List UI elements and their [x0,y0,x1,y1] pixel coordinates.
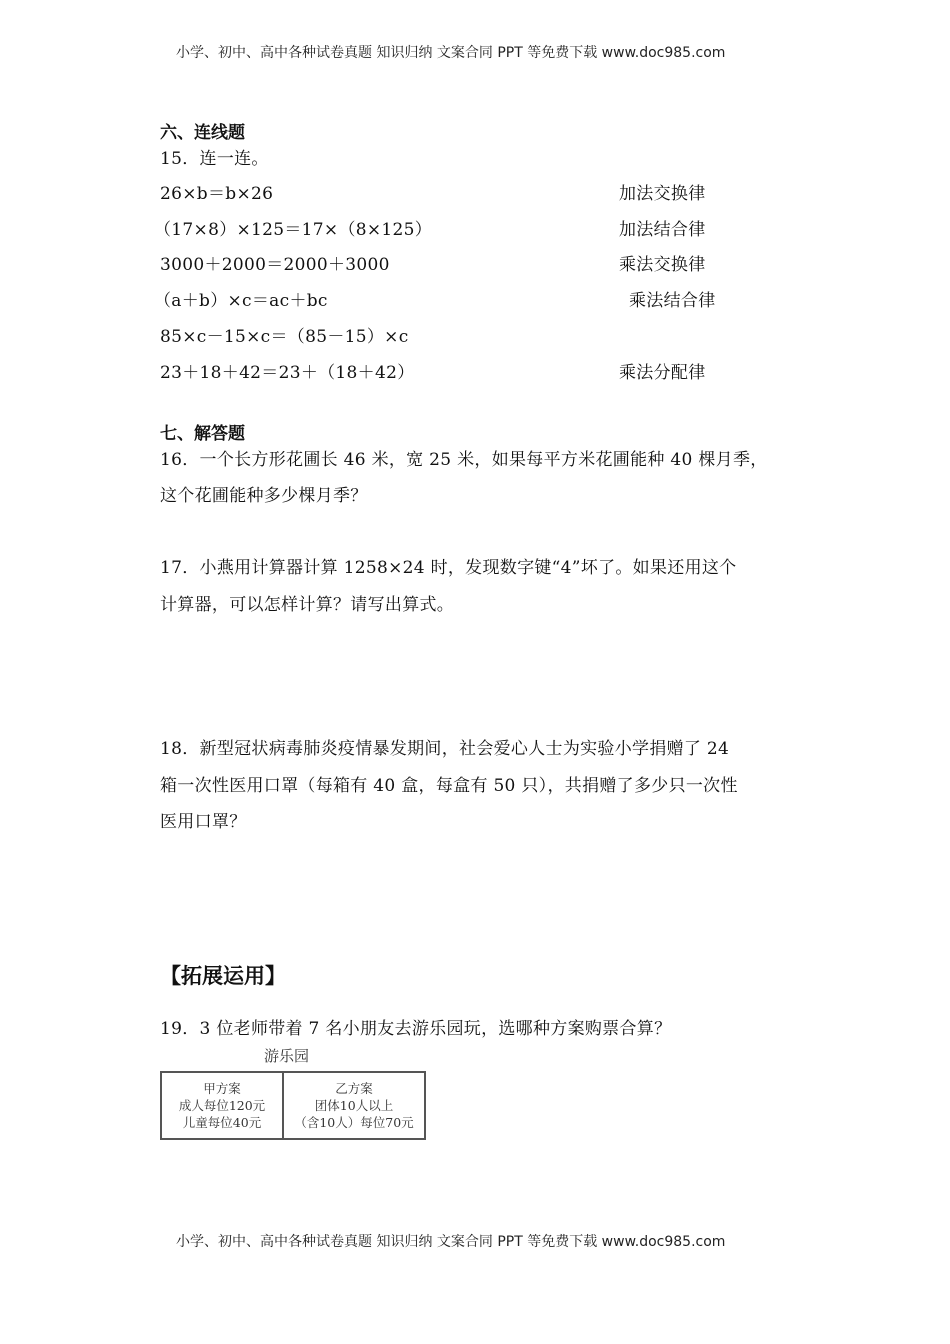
ticket-caption: 游乐园 [264,1047,310,1065]
plan-a-child: 儿童每位40元 [182,1115,262,1130]
plan-b-group: 团体10人以上 [314,1098,394,1113]
ticket-table [160,1071,426,1140]
question-16-line-1: 16．一个长方形花圃长 46 米，宽 25 米，如果每平方米花圃能种 40 棵月季， [160,450,768,470]
law-right-1: 加法交换律 [619,184,706,204]
equation-left-6: 23＋18＋42＝23＋（18＋42） [160,363,415,383]
section-title-solve: 七、解答题 [160,424,245,444]
law-right-3: 乘法交换律 [619,255,706,275]
equation-left-3: 3000＋2000＝2000＋3000 [160,255,390,275]
question-17-line-2: 计算器，可以怎样计算？请写出算式。 [160,595,455,615]
equation-left-1: 26×b＝b×26 [160,184,274,204]
question-18-line-1: 18．新型冠状病毒肺炎疫情暴发期间，社会爱心人士为实验小学捐赠了 24 [160,739,730,759]
question-19: 19．3 位老师带着 7 名小朋友去游乐园玩，选哪种方案购票合算？ [160,1019,672,1039]
question-16-line-2: 这个花圃能种多少棵月季？ [160,486,368,506]
equation-left-4: （a＋b）×c＝ac＋bc [154,291,328,311]
question-18-line-3: 医用口罩？ [160,812,247,832]
page-header: 小学、初中、高中各种试卷真题 知识归纳 文案合同 PPT 等免费下载 www.doc985.com [176,45,726,61]
plan-a-title: 甲方案 [203,1081,241,1096]
law-right-4: 乘法结合律 [629,291,716,311]
page-footer: 小学、初中、高中各种试卷真题 知识归纳 文案合同 PPT 等免费下载 www.doc985.com [176,1234,726,1250]
section-title-matching: 六、连线题 [160,123,245,143]
extension-title: 【拓展运用】 [160,964,286,988]
law-right-6: 乘法分配律 [619,363,706,383]
question-17-line-1: 17．小燕用计算器计算 1258×24 时，发现数字键“4”坏了。如果还用这个 [160,558,737,578]
plan-b-price: （含10人）每位70元 [294,1115,414,1130]
law-right-2: 加法结合律 [619,220,706,240]
equation-left-5: 85×c－15×c＝（85－15）×c [160,327,409,347]
plan-a-cell [161,1072,283,1139]
plan-b-title: 乙方案 [335,1081,373,1096]
equation-left-2: （17×8）×125＝17×（8×125） [154,220,433,240]
question-18-line-2: 箱一次性医用口罩（每箱有 40 盒，每盒有 50 只），共捐赠了多少只一次性 [160,776,738,796]
plan-b-cell [283,1072,425,1139]
plan-a-adult: 成人每位120元 [178,1098,266,1113]
question-15: 15．连一连。 [160,149,269,169]
